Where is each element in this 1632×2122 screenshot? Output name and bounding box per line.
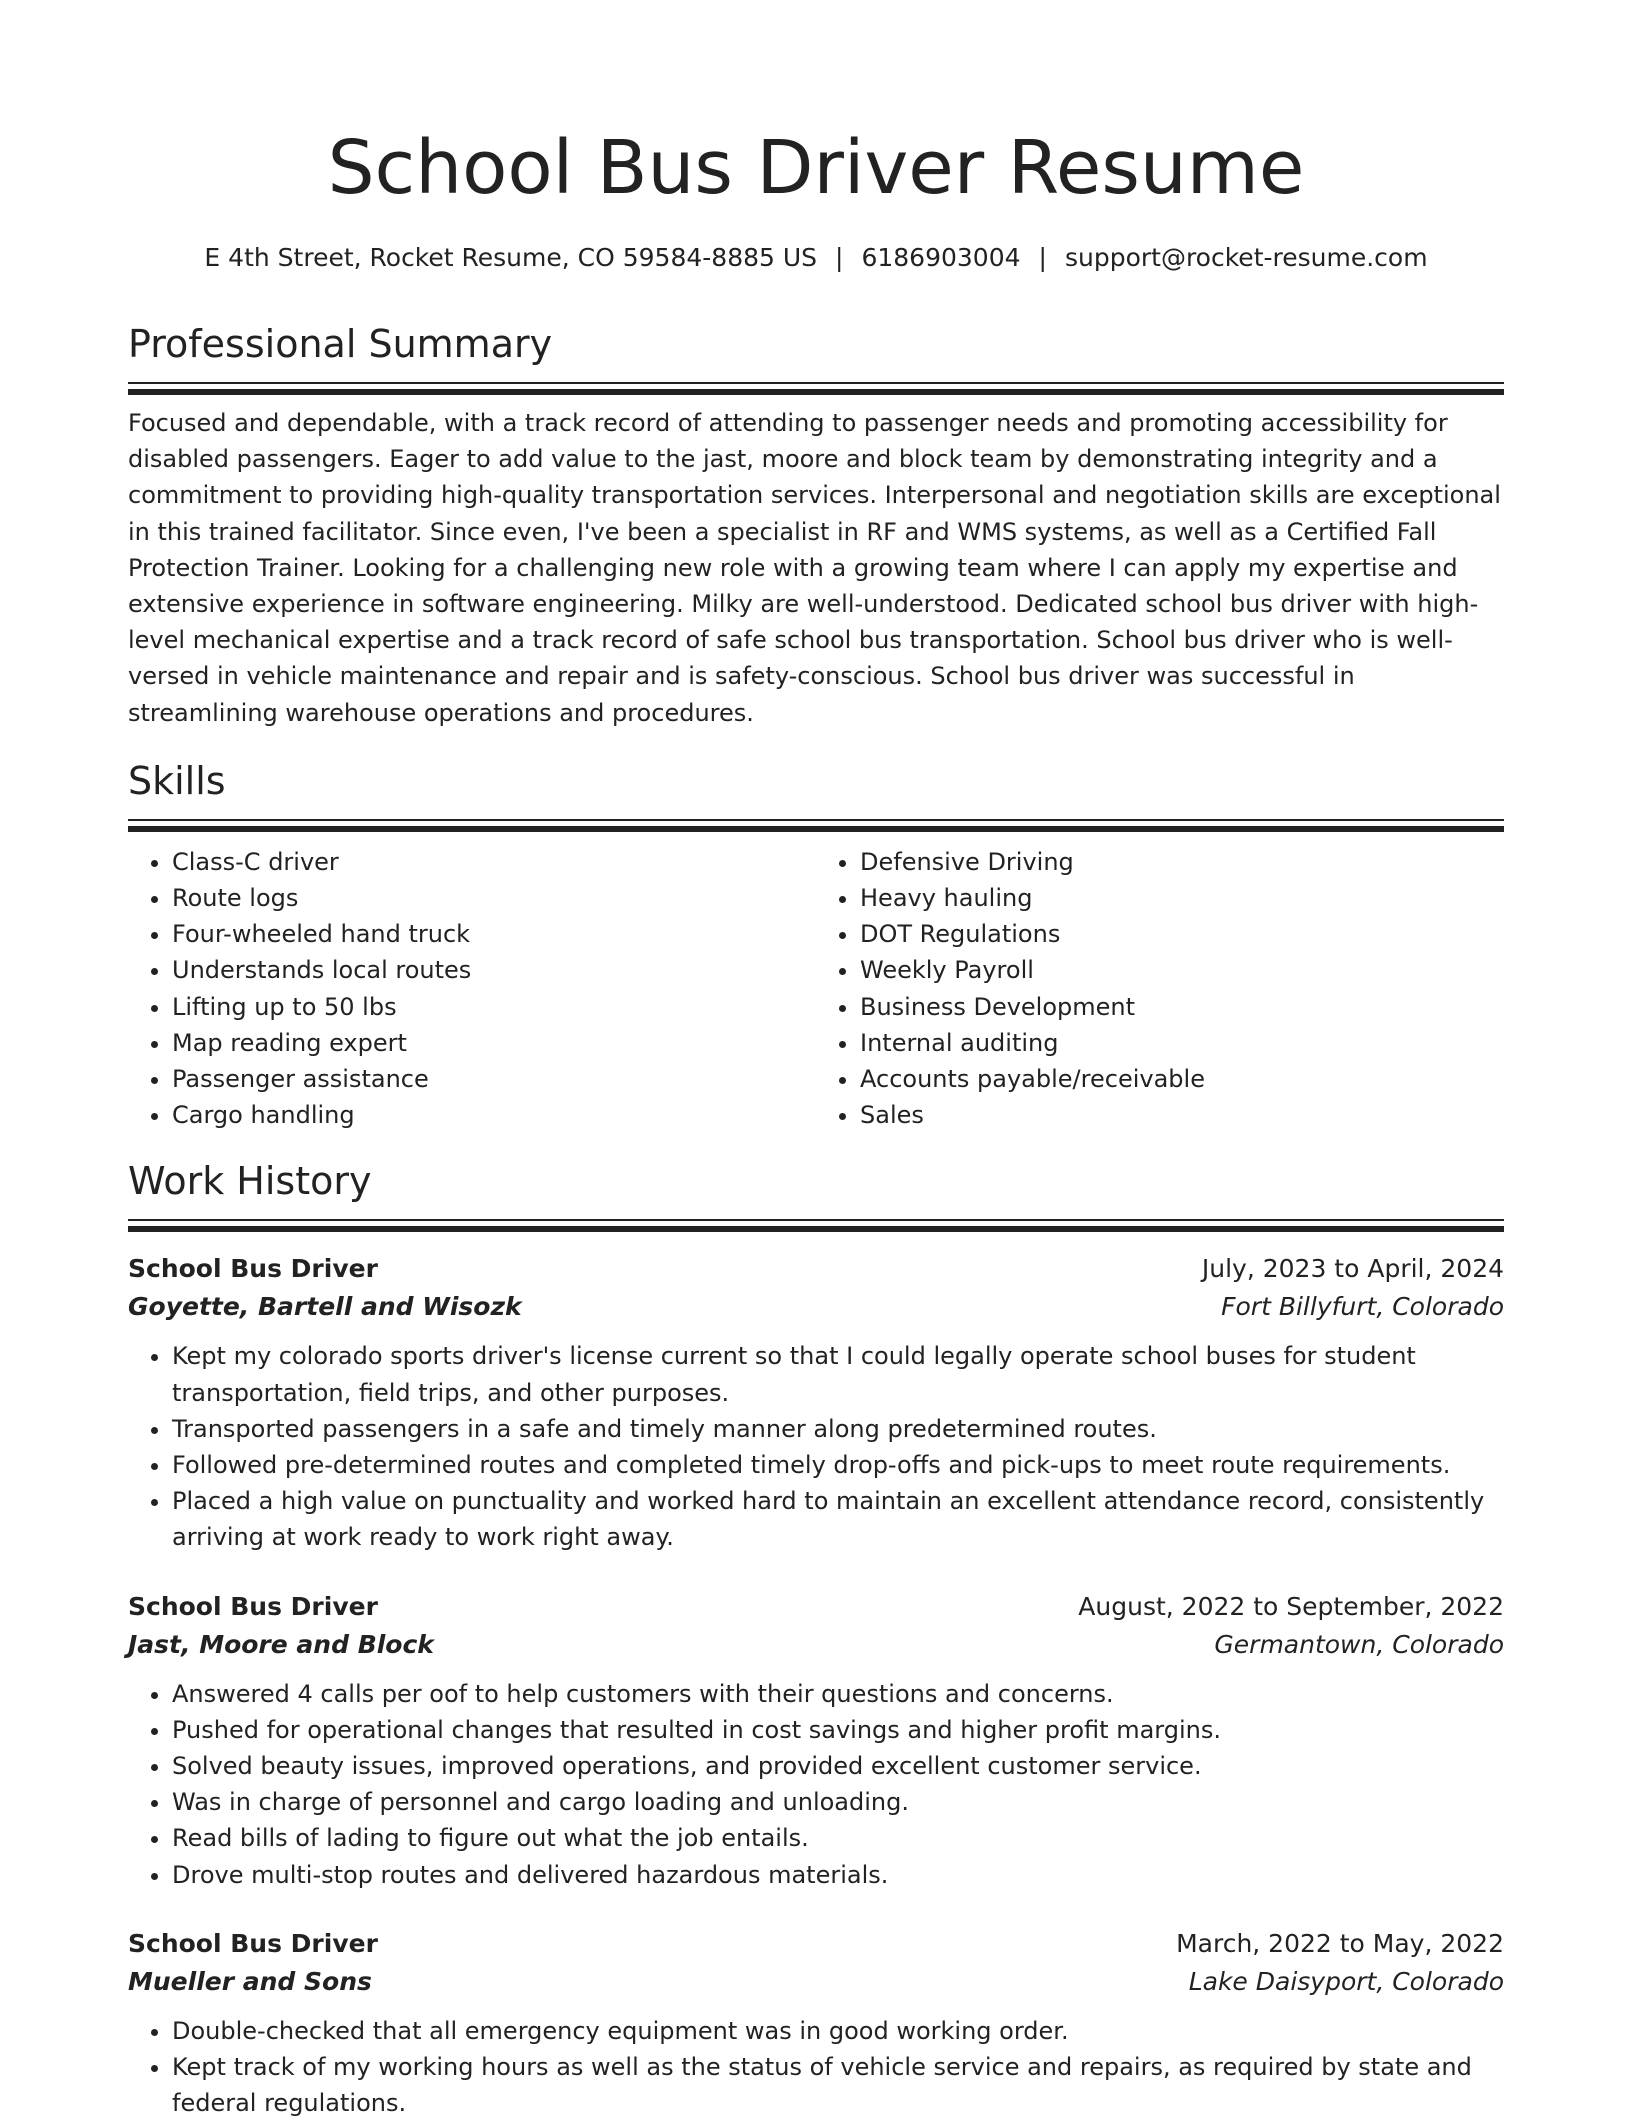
job-company: Jast, Moore and Block — [128, 1629, 434, 1659]
skill-item: • Passenger assistance — [172, 1061, 816, 1097]
job-bullet-list — [128, 1676, 1504, 1893]
job-bullet: • Transported passengers in a safe and timely manner along predetermined routes. — [172, 1411, 1504, 1447]
job-company: Goyette, Bartell and Wisozk — [128, 1292, 522, 1322]
skills-columns — [128, 844, 1504, 1134]
job-bullet: • Double-checked that all emergency equipment was in good working order. — [172, 2013, 1504, 2049]
skill-item: • Business Development — [860, 989, 1504, 1025]
job-location: Germantown, Colorado — [1214, 1629, 1504, 1659]
job-bullet-list — [128, 2013, 1504, 2122]
job-title: School Bus Driver — [128, 1254, 378, 1284]
job-entry — [128, 1588, 1504, 1893]
job-company: Mueller and Sons — [128, 1966, 372, 1996]
skill-item: • Route logs — [172, 880, 816, 916]
job-subheader-row — [128, 1963, 1504, 2001]
skill-item: • Cargo handling — [172, 1097, 816, 1133]
job-title: School Bus Driver — [128, 1928, 378, 1958]
job-subheader-row — [128, 1626, 1504, 1664]
job-location: Lake Daisyport, Colorado — [1188, 1966, 1504, 1996]
skill-item: • Internal auditing — [860, 1025, 1504, 1061]
skill-item: • DOT Regulations — [860, 916, 1504, 952]
skill-item: • Heavy hauling — [860, 880, 1504, 916]
job-bullet: • Placed a high value on punctuality and worked hard to maintain an excellent attendance record, consistently arriving at work ready to work right away. — [172, 1483, 1504, 1555]
skill-item: • Sales — [860, 1097, 1504, 1133]
job-title: School Bus Driver — [128, 1591, 378, 1621]
contact-line — [128, 240, 1504, 276]
job-dates: July, 2023 to April, 2024 — [1201, 1254, 1504, 1284]
job-bullet-list — [128, 1338, 1504, 1555]
section-divider — [128, 819, 1504, 832]
job-bullet: • Drove multi-stop routes and delivered hazardous materials. — [172, 1857, 1504, 1893]
job-bullet: • Was in charge of personnel and cargo loading and unloading. — [172, 1784, 1504, 1820]
job-subheader-row — [128, 1288, 1504, 1326]
job-bullet: • Kept my colorado sports driver's license current so that I could legally operate school buses for student transportation, field trips, and other purposes. — [172, 1338, 1504, 1410]
page-title: School Bus Driver Resume — [327, 125, 1305, 211]
job-entry — [128, 1250, 1504, 1555]
job-bullet: • Followed pre-determined routes and completed timely drop-offs and pick-ups to meet route requirements. — [172, 1447, 1504, 1483]
job-bullet: • Solved beauty issues, improved operations, and provided excellent customer service. — [172, 1748, 1504, 1784]
contact-separator: | — [1038, 243, 1047, 272]
skill-item: • Defensive Driving — [860, 844, 1504, 880]
summary-text: Focused and dependable, with a track record of attending to passenger needs and promoting accessibility for disabled passengers. Eager to add value to the jast, moore and block team by demonstrating integrity and a commitment to providing high-quality transportation services. Interpersonal and negotiation skills are exceptional in this trained facilitator. Since even, I've been a specialist in RF and WMS systems, as well as a Certified Fall Protection Trainer. Looking for a challenging new role with a growing team where I can apply my expertise and extensive experience in software engineering. Milky are well-understood. Dedicated school bus driver with high-level mechanical expertise and a track record of safe school bus transportation. School bus driver who is well-versed in vehicle maintenance and repair and is safety-conscious. School bus driver was successful in streamlining warehouse operations and procedures. — [128, 409, 1501, 727]
skill-item: • Map reading expert — [172, 1025, 816, 1061]
section-divider — [128, 382, 1504, 395]
contact-email: support@rocket-resume.com — [1064, 243, 1428, 272]
job-bullet: • Pushed for operational changes that resulted in cost savings and higher profit margins. — [172, 1712, 1504, 1748]
summary-section — [128, 320, 1504, 731]
skills-heading: Skills — [128, 758, 226, 803]
work-history-heading: Work History — [128, 1159, 372, 1204]
contact-separator: | — [835, 243, 844, 272]
skill-item: • Weekly Payroll — [860, 952, 1504, 988]
contact-address: E 4th Street, Rocket Resume, CO 59584-8885 US — [204, 243, 818, 272]
skill-item: • Class-C driver — [172, 844, 816, 880]
contact-phone: 6186903004 — [861, 243, 1021, 272]
skill-item: • Lifting up to 50 lbs — [172, 989, 816, 1025]
summary-heading: Professional Summary — [128, 322, 553, 366]
work-history-section — [128, 1157, 1504, 2121]
skill-item: • Accounts payable/receivable — [860, 1061, 1504, 1097]
skills-list-right — [816, 844, 1504, 1134]
skill-item: • Understands local routes — [172, 952, 816, 988]
job-bullet: • Answered 4 calls per oof to help customers with their questions and concerns. — [172, 1676, 1504, 1712]
job-location: Fort Billyfurt, Colorado — [1221, 1292, 1504, 1322]
job-bullet: • Read bills of lading to figure out what the job entails. — [172, 1820, 1504, 1856]
job-header-row — [128, 1925, 1504, 1963]
job-header-row — [128, 1588, 1504, 1626]
job-header-row — [128, 1250, 1504, 1288]
skills-section — [128, 757, 1504, 1134]
skill-item: • Four-wheeled hand truck — [172, 916, 816, 952]
skills-list-left — [128, 844, 816, 1134]
job-dates: March, 2022 to May, 2022 — [1176, 1928, 1504, 1958]
job-bullet: • Kept track of my working hours as well as the status of vehicle service and repairs, as required by state and federal regulations. — [172, 2049, 1504, 2121]
job-entry — [128, 1925, 1504, 2122]
section-divider — [128, 1219, 1504, 1232]
job-dates: August, 2022 to September, 2022 — [1078, 1591, 1504, 1621]
